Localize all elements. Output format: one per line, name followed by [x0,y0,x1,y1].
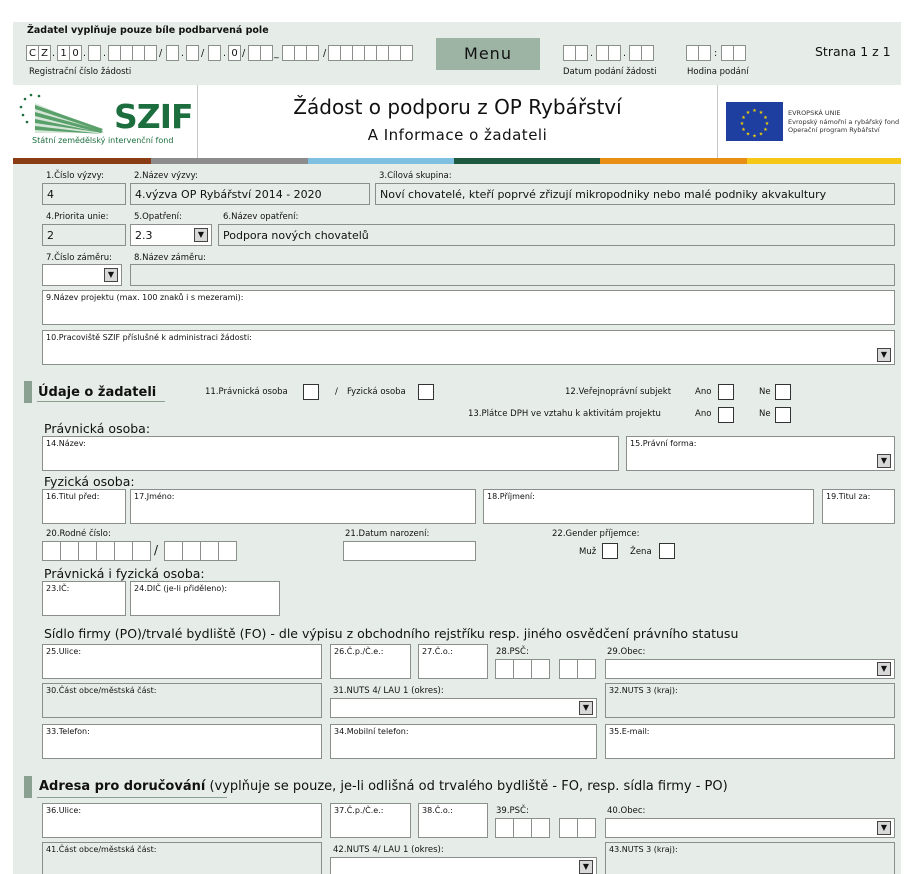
vat-yes-checkbox[interactable] [718,407,734,423]
natural-person-label: Fyzická osoba [347,387,406,397]
section-underline [37,797,227,798]
svg-text:★: ★ [758,131,764,138]
reg-cell [88,45,101,61]
date-cell [575,45,588,61]
date-label: Datum podání žádosti [563,67,657,77]
date-cell [608,45,621,61]
vat-payer-label: 13.Plátce DPH ve vztahu k aktivitám projektu [468,409,661,419]
eu-line: Evropský námořní a rybářský fond [788,117,900,126]
delivery-postal-code-input[interactable] [495,818,597,838]
reg-dot: . [181,48,185,59]
priority-field [42,224,126,246]
birth-cell[interactable] [78,541,97,561]
page-indicator: Strana 1 z 1 [815,44,891,59]
field-label: 25.Ulice: [46,647,82,656]
legal-form-select[interactable] [626,436,895,471]
field-label: 23.IČ: [46,584,70,593]
field-label: 17.Jméno: [134,492,175,501]
field-value: 2 [47,229,54,242]
reg-slash: / [201,48,205,59]
delivery-heading [39,779,728,794]
municipality-select[interactable] [605,659,895,679]
field-label: 3.Cílová skupina: [379,171,452,181]
eu-line: Operační program Rybářství [788,126,880,134]
szif-subtitle: Státní zemědělský intervenční fond [32,136,174,145]
measure-name-field [218,224,895,246]
psc-cell[interactable] [559,818,578,838]
color-stripe [151,158,308,164]
field-label: 14.Název: [46,439,86,448]
date-dot: . [623,48,627,59]
field-label: 38.Č.o.: [422,806,453,815]
vat-no-checkbox[interactable] [775,407,791,423]
section-underline [37,401,165,402]
email-input[interactable] [605,724,895,759]
nuts3-field [605,683,895,718]
birth-cell[interactable] [182,541,201,561]
field-label: 26.Č.p./Č.e.: [334,647,384,656]
dropdown-arrow-icon[interactable]: ▼ [877,821,891,835]
field-label: 16.Titul před: [46,492,100,501]
submit-time [686,45,756,63]
color-stripe [600,158,747,164]
time-label: Hodina podání [687,67,749,77]
svg-text:★: ★ [745,131,751,138]
eu-text [788,109,899,135]
title-after-input[interactable] [822,489,895,524]
reg-cell [400,45,413,61]
eu-flag-icon [726,102,783,141]
svg-text:★: ★ [741,127,746,133]
dropdown-arrow-icon[interactable]: ▼ [104,268,118,282]
natural-person-heading: Fyzická osoba: [44,474,135,489]
project-name-input[interactable] [42,290,895,325]
szif-text: SZIF [114,97,193,136]
dropdown-arrow-icon[interactable]: ▼ [579,860,593,874]
reg-cell [144,45,157,61]
call-name-field [130,183,370,205]
field-label: 40.Obec: [607,806,646,816]
delivery-nuts3-field [605,842,895,874]
field-label: 7.Číslo záměru: [46,253,113,263]
plan-number-select[interactable] [42,264,122,286]
delivery-house-number-input[interactable] [330,803,411,838]
psc-cell[interactable] [513,818,532,838]
field-label: 19.Titul za: [826,492,871,501]
form-subtitle: A Informace o žadateli [367,126,548,144]
delivery-heading-note: (vyplňuje se pouze, je-li odlišná od trvalého bydliště - FO, resp. sídla firmy - PO) [205,779,728,794]
psc-cell[interactable] [531,659,550,679]
natural-person-checkbox[interactable] [418,384,434,400]
svg-text:★: ★ [752,133,757,140]
field-label: 2.Název výzvy: [134,171,198,181]
measure-select[interactable] [130,224,212,246]
postal-code-input[interactable] [495,659,597,679]
reg-cell: 0 [228,45,241,61]
legal-person-label: 11.Právnická osoba [205,387,288,397]
reg-dot: . [83,48,87,59]
dropdown-arrow-icon[interactable]: ▼ [877,662,891,676]
reg-dot: . [223,48,227,59]
birth-cell[interactable] [164,541,183,561]
svg-text:★: ★ [763,127,768,133]
yes-label: Ano [695,387,712,397]
nuts4-select[interactable] [330,698,597,718]
svg-text:★: ★ [764,121,770,127]
birth-cell[interactable] [42,541,61,561]
divider [717,85,718,158]
field-label: 32.NUTS 3 (kraj): [609,686,678,695]
plan-name-field [130,264,895,286]
sep: / [335,387,338,397]
reg-slash: / [242,48,246,59]
date-dot: . [590,48,594,59]
call-number-field [42,183,126,205]
reg-dot: . [52,48,56,59]
field-label: 37.Č.p./Č.e.: [334,806,384,815]
psc-cell[interactable] [513,659,532,679]
field-label: 15.Právní forma: [630,439,697,448]
reg-label: Registrační číslo žádosti [29,67,132,77]
house-number-input[interactable] [330,644,411,679]
field-label: 20.Rodné číslo: [46,529,111,539]
time-cell [698,45,711,61]
ico-input[interactable] [42,581,126,616]
psc-cell[interactable] [531,818,550,838]
female-label: Žena [630,547,652,557]
section-marker [24,381,32,403]
szif-office-select[interactable] [42,330,895,365]
dropdown-arrow-icon[interactable]: ▼ [194,228,208,242]
birth-cell[interactable] [132,541,151,561]
birth-cell[interactable] [114,541,133,561]
legal-person-checkbox[interactable] [303,384,319,400]
phone-input[interactable] [42,724,322,759]
psc-cell[interactable] [559,659,578,679]
psc-cell[interactable] [495,818,514,838]
field-label: 35.E-mail: [609,727,650,736]
dropdown-arrow-icon[interactable]: ▼ [579,701,593,715]
delivery-district-field [42,842,322,874]
applicant-section-title: Údaje o žadateli [38,385,157,400]
svg-text:★: ★ [745,110,751,116]
delivery-orientation-number-input[interactable] [418,803,488,838]
field-label: 27.Č.o.: [422,647,453,656]
field-label: 5.Opatření: [134,212,182,222]
no-label: Ne [759,409,771,419]
svg-text:★: ★ [752,108,757,114]
reg-cell: Z [38,45,51,61]
surname-input[interactable] [483,489,814,524]
reg-cell: C [26,45,39,61]
birth-cell[interactable] [96,541,115,561]
field-value: 4 [47,188,54,201]
eu-line: EVROPSKÁ UNIE [788,109,841,117]
title-before-input[interactable] [42,489,126,524]
delivery-nuts4-select[interactable] [330,857,597,874]
reg-cell: 0 [69,45,82,61]
field-label: 41.Část obce/městská část: [46,845,157,854]
field-label: 33.Telefon: [46,727,90,736]
dic-input[interactable] [130,581,280,616]
reg-cell [166,45,179,61]
field-label: 6.Název opatření: [223,212,299,222]
field-label: 31.NUTS 4/ LAU 1 (okres): [333,686,444,696]
time-cell [733,45,746,61]
date-cell [641,45,654,61]
birth-cell[interactable] [218,541,237,561]
no-label: Ne [759,387,771,397]
male-checkbox[interactable] [602,543,618,559]
field-value: 2.3 [135,229,153,242]
section-marker [24,776,32,798]
reg-cell [306,45,319,61]
reg-tail [328,45,420,63]
field-label: 29.Obec: [607,647,646,657]
reg-cell [260,45,273,61]
psc-cell[interactable] [577,659,596,679]
field-label: 9.Název projektu (max. 100 znaků i s mezerami): [46,293,244,302]
delivery-street-input[interactable] [42,803,322,838]
field-label: 8.Název záměru: [134,253,207,263]
public-entity-label: 12.Veřejnoprávní subjekt [565,387,672,397]
svg-text:★: ★ [758,110,764,116]
header [13,85,901,158]
field-label: 43.NUTS 3 (kraj): [609,845,678,854]
birth-number-input[interactable] [42,541,242,561]
field-value: Podpora nových chovatelů [223,229,369,242]
form-page [13,22,901,874]
svg-text:★: ★ [741,115,746,121]
legal-person-heading: Právnická osoba: [44,421,151,436]
field-label: 21.Datum narození: [345,529,430,539]
field-label: 24.DIČ (je-li přiděleno): [134,584,228,593]
submit-date [563,45,663,63]
street-input[interactable] [42,644,322,679]
reg-slash: / [159,48,163,59]
form-title: Žádost o podporu z OP Rybářství [293,95,622,119]
field-value: 4.výzva OP Rybářství 2014 - 2020 [135,188,322,201]
birth-cell[interactable] [60,541,79,561]
svg-text:★: ★ [739,121,745,127]
reg-cell [186,45,199,61]
field-label: 10.Pracoviště SZIF příslušné k administraci žádosti: [46,333,252,342]
field-label: 22.Gender příjemce: [552,529,640,539]
field-label: 39.PSČ: [496,806,529,816]
field-label: 30.Část obce/městská část: [46,686,157,695]
first-name-input[interactable] [130,489,476,524]
reg-slash: / [323,48,327,59]
time-colon: : [714,48,718,59]
field-label: 36.Ulice: [46,806,82,815]
public-entity-no-checkbox[interactable] [775,384,791,400]
menu-button[interactable]: Menu [436,38,540,70]
yes-label: Ano [695,409,712,419]
target-group-field [375,183,895,205]
delivery-municipality-select[interactable] [605,818,895,838]
field-label: 1.Číslo výzvy: [46,171,104,181]
field-label: 34.Mobilní telefon: [334,727,409,736]
reg-cell: 1 [57,45,70,61]
psc-cell[interactable] [577,818,596,838]
birth-date-input[interactable] [343,541,476,561]
district-field [42,683,322,718]
birth-cell[interactable] [200,541,219,561]
svg-text:★: ★ [763,115,768,121]
applicant-note: Žadatel vyplňuje pouze bíle podbarvená pole [27,25,269,36]
male-label: Muž [579,547,597,557]
female-checkbox[interactable] [659,543,675,559]
public-entity-yes-checkbox[interactable] [718,384,734,400]
orientation-number-input[interactable] [418,644,488,679]
field-label: 4.Priorita unie: [46,212,109,222]
field-label: 28.PSČ: [496,647,529,657]
color-stripe [454,158,600,164]
psc-cell[interactable] [495,659,514,679]
seat-heading: Sídlo firmy (PO)/trvalé bydliště (FO) - dle výpisu z obchodního rejstříku resp. jiného osvědčení právního statusu [44,626,739,641]
registration-number [26,45,356,63]
name-input[interactable] [42,436,619,471]
color-stripe [747,158,901,164]
reg-cell [208,45,221,61]
eu-stars [726,102,783,141]
field-value: Noví chovatelé, kteří poprvé zřizují mikropodniky nebo malé podniky akvakultury [380,188,827,201]
delivery-heading-bold: Adresa pro doručování [39,779,206,794]
reg-dot: . [103,48,107,59]
color-stripe [308,158,454,164]
field-label: 42.NUTS 4/ LAU 1 (okres): [333,845,444,855]
mobile-input[interactable] [330,724,597,759]
dropdown-arrow-icon[interactable]: ▼ [877,454,891,468]
color-stripe [13,158,151,164]
birth-slash: / [154,543,159,557]
reg-underscore: _ [274,48,279,59]
field-label: 18.Příjmení: [487,492,535,501]
szif-logo [13,85,197,158]
both-persons-heading: Právnická i fyzická osoba: [44,566,205,581]
dropdown-arrow-icon[interactable]: ▼ [877,348,891,362]
